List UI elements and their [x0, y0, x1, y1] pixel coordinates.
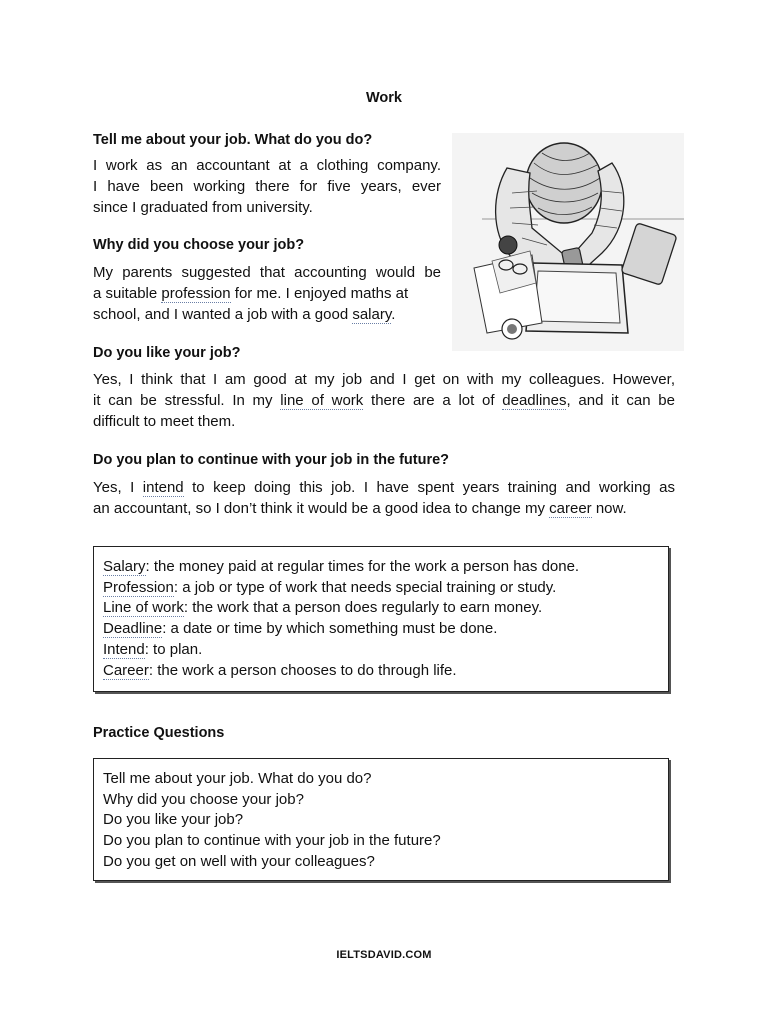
- glossary-term: Salary: [103, 558, 146, 575]
- person-at-laptop-topdown-sketch-icon: [452, 133, 684, 351]
- glossary-term: Intend: [103, 640, 145, 658]
- practice-question: Why did you choose your job?: [103, 790, 304, 808]
- question-heading: Do you like your job?: [93, 345, 241, 361]
- answer-line: I work as an accountant at a clothing company.: [93, 157, 441, 174]
- text-run: an accountant, so I don’t think it would be a good idea to change my: [93, 500, 550, 517]
- glossary-definition: : a date or time by which something must be done.: [162, 620, 498, 638]
- practice-heading: Practice Questions: [93, 725, 225, 741]
- text-run: school, and I wanted a job with a good: [93, 306, 353, 323]
- answer-paragraph: [93, 477, 675, 519]
- glossary-box: [93, 546, 669, 692]
- glossary-definition: : to plan.: [144, 640, 203, 658]
- answer-line: Yes, I think that I am good at my job and I get on with my colleagues. However,: [93, 371, 675, 388]
- vocab-term-line-of-work: line of work: [280, 392, 364, 409]
- vocab-term-deadlines: deadlines: [502, 392, 567, 409]
- practice-question: Tell me about your job. What do you do?: [103, 770, 372, 787]
- text-run: a suitable: [93, 285, 162, 302]
- text-run: for me. I enjoyed maths at: [230, 285, 409, 302]
- vocab-term-profession: profession: [161, 285, 231, 302]
- practice-questions-box: [93, 758, 669, 881]
- answer-line: [93, 498, 675, 519]
- glossary-term: Deadline: [103, 620, 163, 638]
- glossary-entry: [103, 619, 659, 640]
- answer-line: [93, 390, 675, 411]
- glossary-term: Profession: [103, 578, 174, 596]
- vocab-term-career: career: [549, 500, 592, 517]
- glossary-term: Line of work: [103, 599, 184, 617]
- practice-question: Do you plan to continue with your job in the future?: [103, 832, 441, 850]
- footer-site-name: IELTSDAVID.COM: [336, 949, 432, 961]
- text-run: , and it can be: [566, 392, 675, 409]
- text-run: there are a lot of: [363, 392, 503, 409]
- question-heading: Tell me about your job. What do you do?: [93, 132, 373, 148]
- glossary-entry: [103, 557, 659, 578]
- glossary-entry: [103, 661, 659, 682]
- glossary-definition: : the money paid at regular times for the work a person has done.: [145, 558, 580, 575]
- text-run: now.: [591, 500, 627, 517]
- answer-line: difficult to meet them.: [93, 413, 236, 430]
- glossary-entry: [103, 598, 659, 619]
- glossary-definition: : the work that a person does regularly to earn money.: [183, 599, 543, 617]
- glossary-term: Career: [103, 661, 149, 679]
- answer-paragraph: [93, 262, 441, 325]
- text-run: to keep doing this job. I have spent years training and working as: [183, 479, 676, 496]
- glossary-definition: : a job or type of work that needs special training or study.: [173, 578, 557, 596]
- answer-line: since I graduated from university.: [93, 199, 313, 216]
- question-heading: Why did you choose your job?: [93, 237, 305, 253]
- glossary-definition: : the work a person chooses to do through life.: [148, 661, 457, 679]
- text-run: .: [391, 306, 396, 323]
- glossary-entry: [103, 640, 659, 661]
- glossary-entry: [103, 578, 659, 599]
- answer-line: [93, 304, 441, 325]
- page-title: Work: [366, 90, 402, 106]
- answer-paragraph: [93, 155, 441, 218]
- vocab-term-intend: intend: [142, 479, 184, 496]
- text-run: it can be stressful. In my: [93, 392, 281, 409]
- answer-line: [93, 477, 675, 498]
- answer-line: My parents suggested that accounting would be: [93, 264, 441, 281]
- answer-line: [93, 283, 441, 304]
- question-heading: Do you plan to continue with your job in the future?: [93, 452, 450, 468]
- answer-paragraph: [93, 369, 675, 432]
- practice-question: Do you get on well with your colleagues?: [103, 852, 375, 870]
- vocab-term-salary: salary: [352, 306, 392, 323]
- answer-line: I have been working there for five years, ever: [93, 178, 441, 195]
- text-run: Yes, I: [93, 479, 143, 496]
- practice-question: Do you like your job?: [103, 811, 244, 829]
